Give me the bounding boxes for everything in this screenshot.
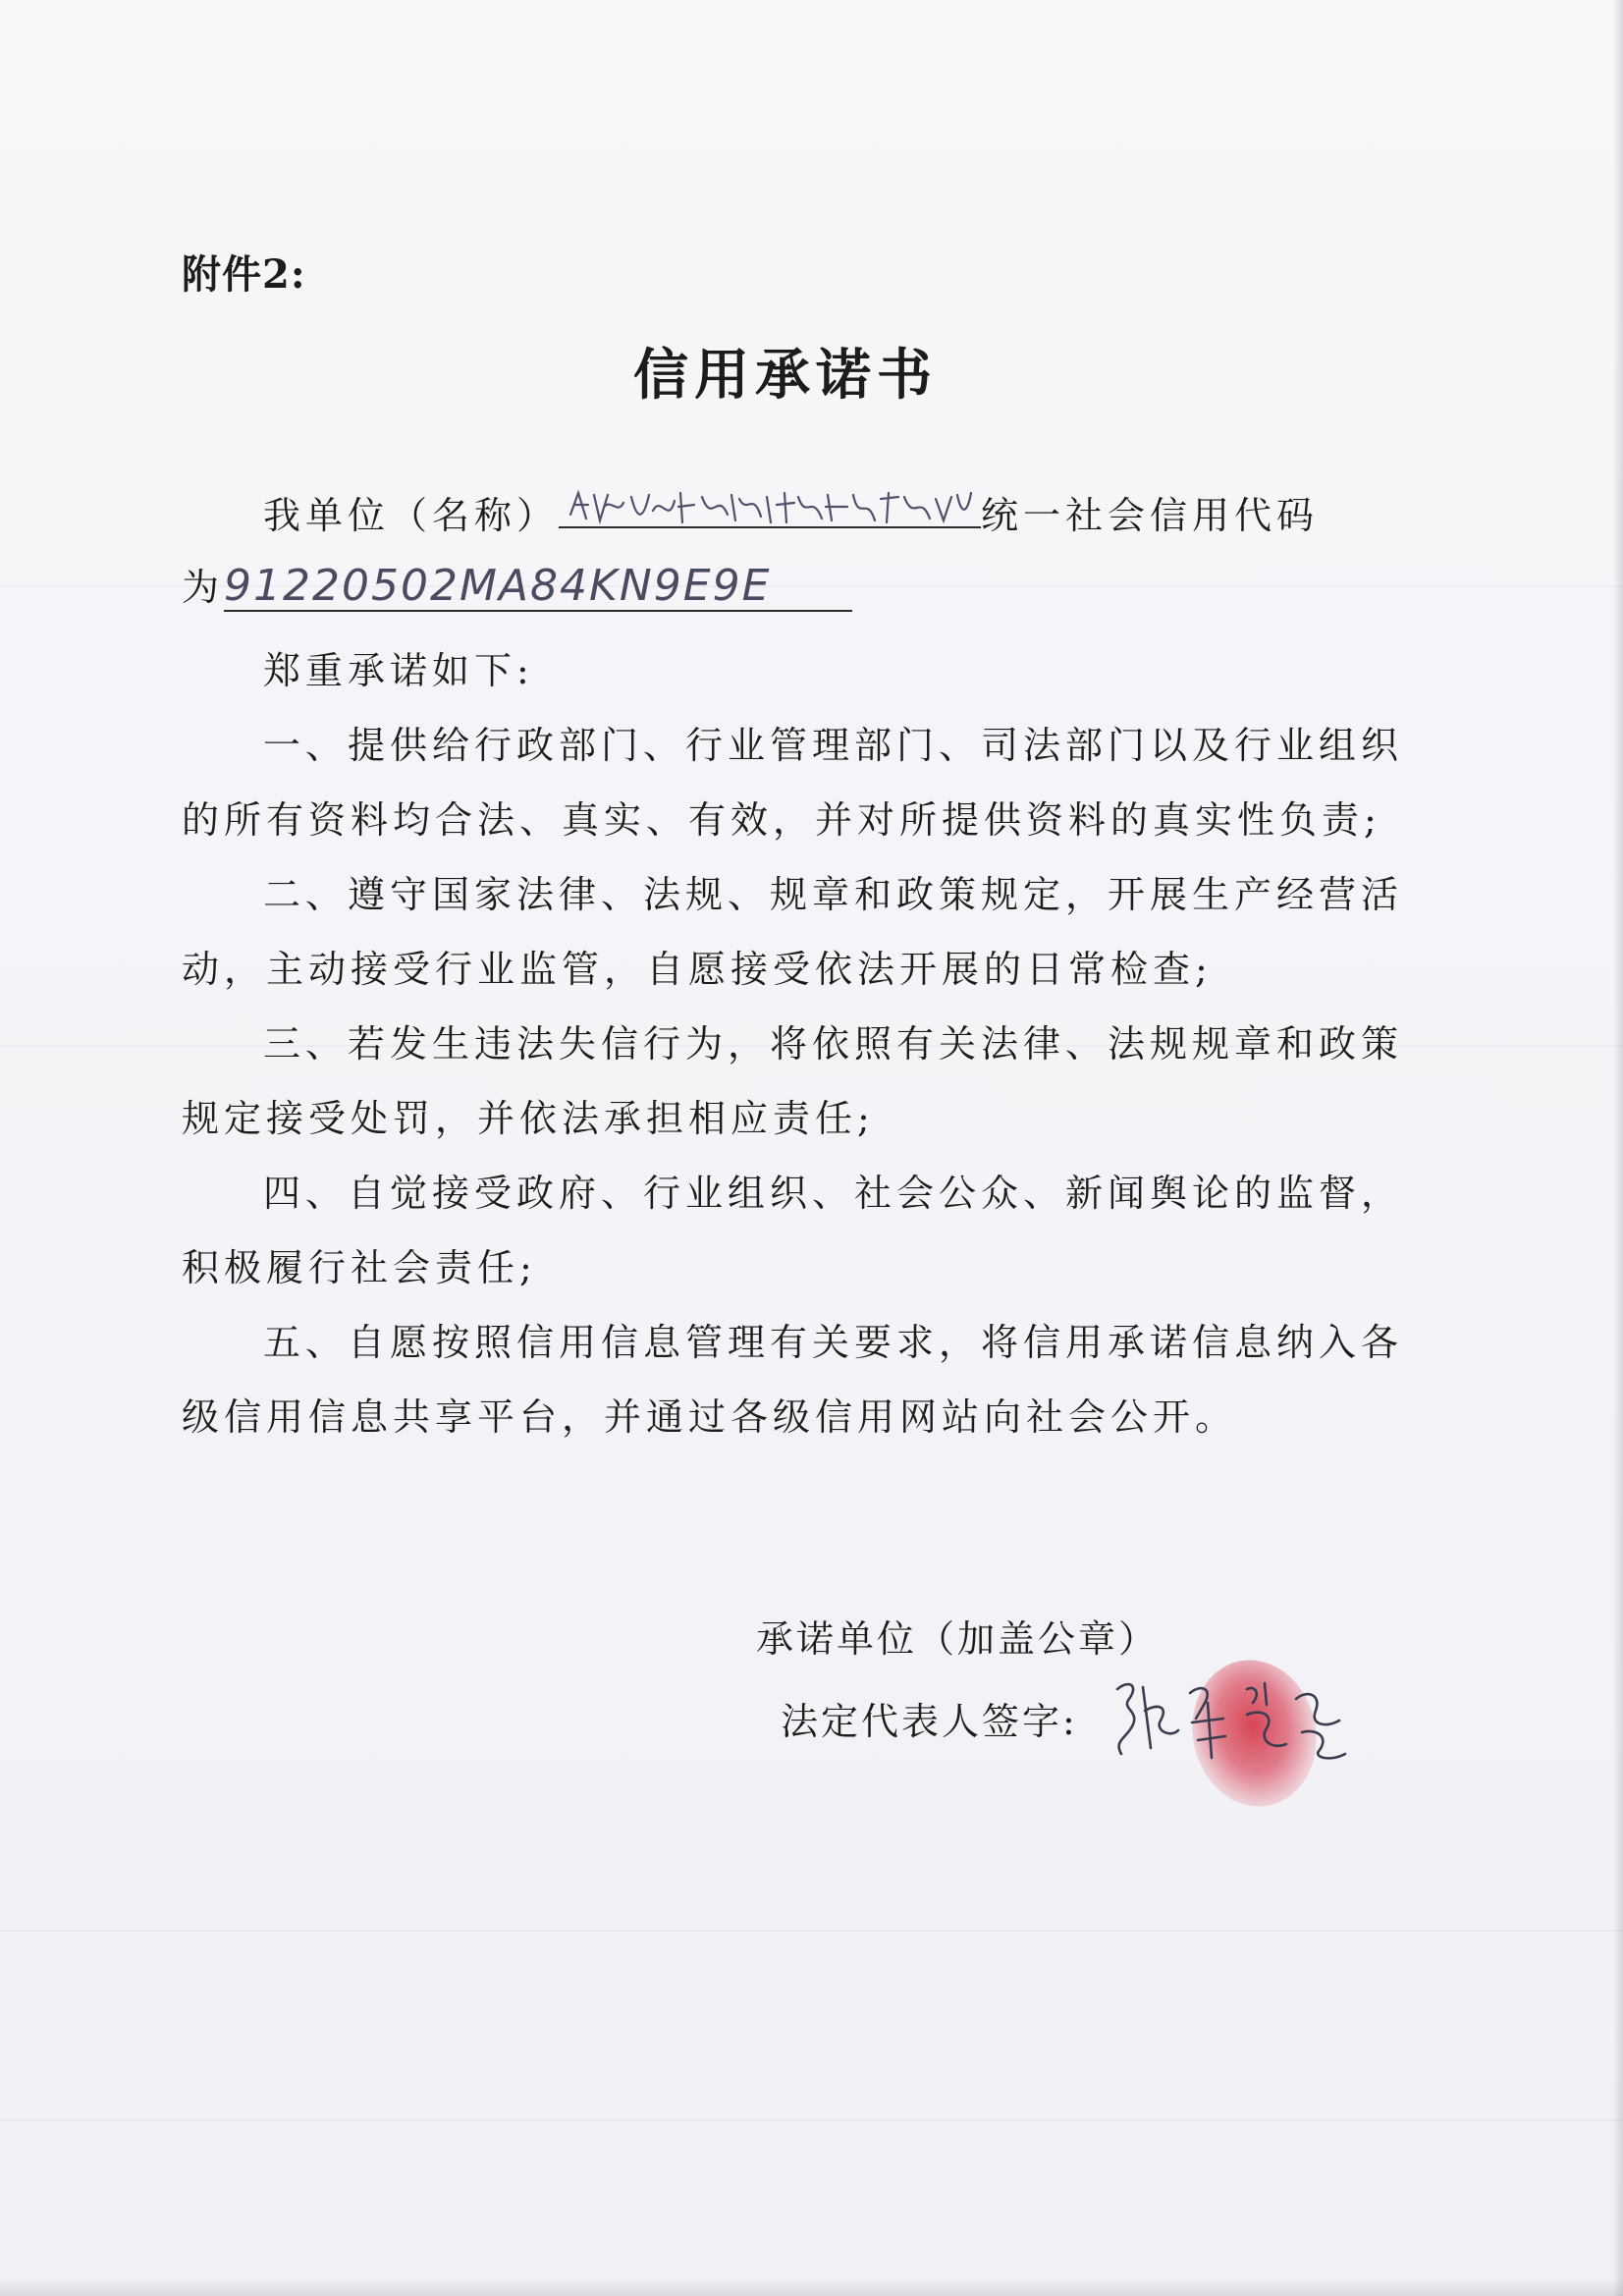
page-edge-shadow <box>0 2278 1623 2296</box>
scan-artifact-line <box>0 2119 1623 2121</box>
promise-line-2: 的所有资料均合法、真实、有效，并对所提供资料的真实性负责; <box>182 798 1381 842</box>
document-title: 信用承诺书 <box>633 343 938 408</box>
promise-lead: 郑重承诺如下: <box>263 649 534 692</box>
promise-line-5: 三、若发生违法失信行为，将依照有关法律、法规规章和政策 <box>263 1022 1404 1066</box>
code-line <box>182 557 852 612</box>
promise-line-7: 四、自觉接受政府、行业组织、社会公众、新闻舆论的监督， <box>263 1172 1404 1215</box>
promise-line-6: 规定接受处罚，并依法承担相应责任; <box>182 1097 875 1140</box>
intro-prefix: 我单位（名称） <box>263 494 560 537</box>
committing-unit-label: 承诺单位（加盖公章） <box>756 1617 1160 1661</box>
page-edge-shadow <box>1613 0 1623 2296</box>
promise-line-1: 一、提供给行政部门、行业管理部门、司法部门以及行业组织 <box>263 724 1404 767</box>
company-name-field <box>559 483 981 528</box>
promise-line-10: 级信用信息共享平台，并通过各级信用网站向社会公开。 <box>182 1395 1238 1439</box>
attachment-label: 附件2: <box>182 251 306 298</box>
promise-line-3: 二、遵守国家法律、法规、规章和政策规定，开展生产经营活 <box>263 873 1404 916</box>
intro-line <box>263 483 1319 539</box>
promise-line-9: 五、自愿按照信用信息管理有关要求，将信用承诺信息纳入各 <box>263 1321 1404 1364</box>
promise-line-8: 积极履行社会责任; <box>182 1246 537 1289</box>
promise-line-4: 动，主动接受行业监管，自愿接受依法开展的日常检查; <box>182 948 1213 991</box>
legal-rep-label: 法定代表人签字: <box>781 1700 1078 1743</box>
code-prefix: 为 <box>182 566 225 609</box>
intro-suffix: 统一社会信用代码 <box>981 494 1320 537</box>
handwritten-signature <box>1100 1660 1355 1777</box>
scan-artifact-line <box>0 1930 1623 1932</box>
handwritten-company-name <box>565 485 977 526</box>
credit-code-handwritten: 91220502MA84KN9E9E <box>224 567 852 612</box>
